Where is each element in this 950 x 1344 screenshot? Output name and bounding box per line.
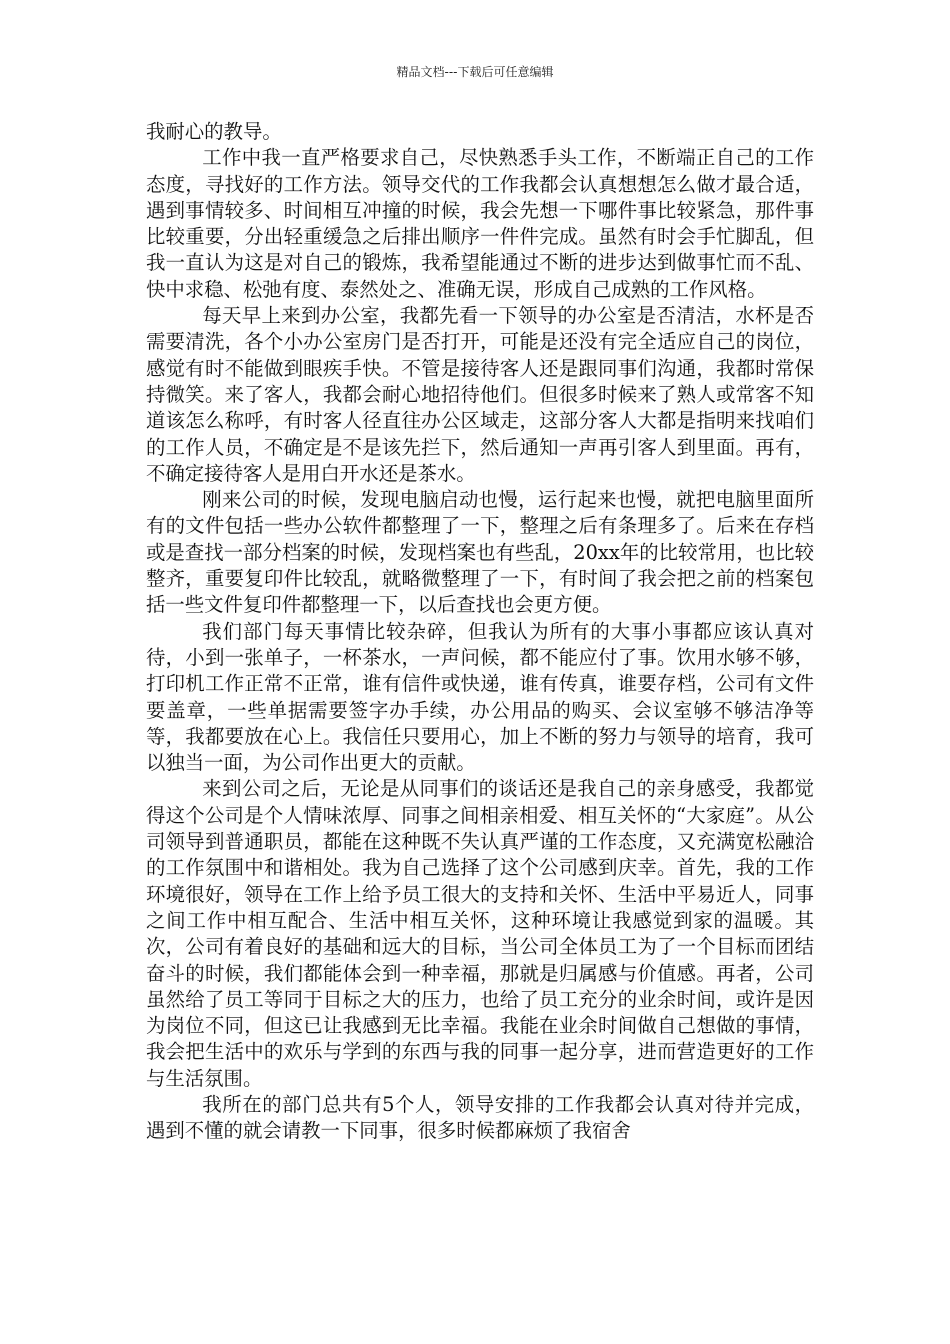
paragraph-1: 我耐心的教导。 bbox=[146, 120, 282, 143]
paragraph-2: 工作中我一直严格要求自己，尽快熟悉手头工作，不断端正自己的工作态度，寻找好的工作方法。领导交代的工作我都会认真想想怎么做才最合适，遇到事情较多、时间相互冲撞的时候，我会先想一下哪件事比较紧急，那件事比较重要，分出轻重缓急之后排出顺序一件件完成。虽然有时会手忙脚乱，但我一直认为这是对自己的锻炼，我希望能通过不断的进步达到做事忙而不乱、快中求稳、松弛有度、泰然处之、准确无误，形成自己成熟的工作风格。 bbox=[146, 146, 814, 301]
document-body bbox=[146, 119, 814, 1145]
paragraph-4: 刚来公司的时候，发现电脑启动也慢，运行起来也慢，就把电脑里面所有的文件包括一些办公软件都整理了一下，整理之后有条理多了。后来在存档或是查找一部分档案的时候，发现档案也有些乱，20xx年的比较常用，也比较整齐，重要复印件比较乱，就略微整理了一下，有时间了我会把之前的档案包括一些文件复印件都整理一下，以后查找也会更方便。 bbox=[146, 488, 814, 617]
paragraph-6: 来到公司之后，无论是从同事们的谈话还是我自己的亲身感受，我都觉得这个公司是个人情味浓厚、同事之间相亲相爱、相互关怀的“大家庭”。从公司领导到普通职员，都能在这种既不失认真严谨的工作态度，又充满宽松融洽的工作氛围中和谐相处。我为自己选择了这个公司感到庆幸。首先，我的工作环境很好，领导在工作上给予员工很大的支持和关怀、生活中平易近人，同事之间工作中相互配合、生活中相互关怀，这种环境让我感觉到家的温暖。其次，公司有着良好的基础和远大的目标，当公司全体员工为了一个目标而团结奋斗的时候，我们都能体会到一种幸福，那就是归属感与价值感。再者，公司虽然给了员工等同于目标之大的压力，也给了员工充分的业余时间，或许是因为岗位不同，但这已让我感到无比幸福。我能在业余时间做自己想做的事情，我会把生活中的欢乐与学到的东西与我的同事一起分享，进而营造更好的工作与生活氛围。 bbox=[146, 777, 814, 1090]
page-header: 精品文档---下载后可任意编辑 bbox=[396, 65, 554, 79]
paragraph-5: 我们部门每天事情比较杂碎，但我认为所有的大事小事都应该认真对待，小到一张单子，一杯茶水，一声问候，都不能应付了事。饮用水够不够，打印机工作正常不正常，谁有信件或快递，谁有传真，谁要存档，公司有文件要盖章，一些单据需要签字办手续，办公用品的购买、会议室够不够洁净等等，我都要放在心上。我信任只要用心，加上不断的努力与领导的培育，我可以独当一面，为公司作出更大的贡献。 bbox=[146, 619, 814, 775]
paragraph-7: 我所在的部门总共有5个人，领导安排的工作我都会认真对待并完成，遇到不懂的就会请教一下同事，很多时候都麻烦了我宿舍 bbox=[146, 1092, 814, 1143]
paragraph-3: 每天早上来到办公室，我都先看一下领导的办公室是否清洁，水杯是否需要清洗，各个小办公室房门是否打开，可能是还没有完全适应自己的岗位，感觉有时不能做到眼疾手快。不管是接待客人还是跟同事们沟通，我都时常保持微笑。来了客人，我都会耐心地招待他们。但很多时候来了熟人或常客不知道该怎么称呼，有时客人径直往办公区域走，这部分客人大都是指明来找咱们的工作人员，不确定是不是该先拦下，然后通知一声再引客人到里面。再有，不确定接待客人是用白开水还是茶水。 bbox=[146, 304, 814, 485]
